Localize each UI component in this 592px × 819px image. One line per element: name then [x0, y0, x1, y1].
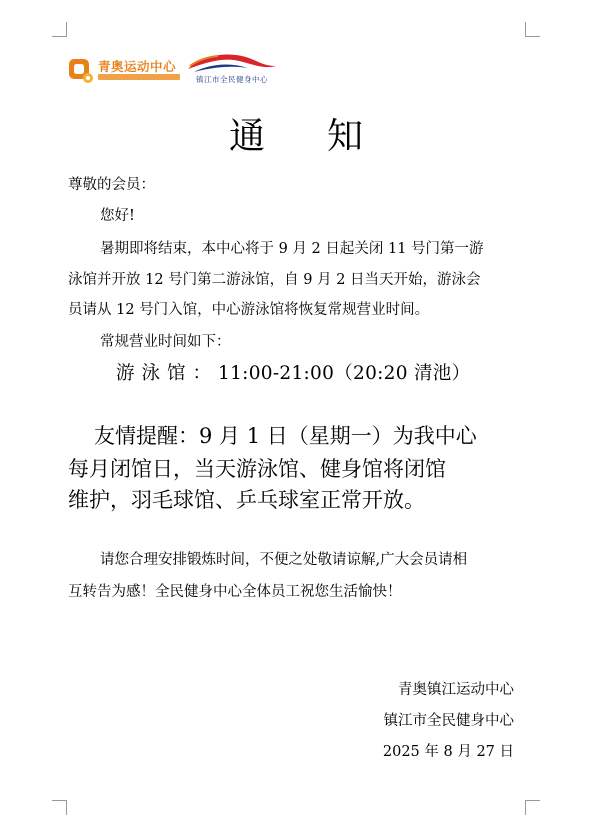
body-line: 泳馆并开放 12 号门第二游泳馆，自 9 月 2 日当天开始，游泳会 — [68, 272, 481, 288]
reminder-line: 维护，羽毛球馆、乒乓球室正常开放。 — [68, 488, 425, 512]
greeting: 您好! — [100, 208, 135, 224]
closing-line: 互转告为感！全民健身中心全体员工祝您生活愉快！ — [68, 584, 402, 600]
hours-time: 11:00-21:00（20:20 清池） — [218, 363, 471, 384]
page-corner-mark-top-right — [525, 22, 540, 37]
page-corner-mark-bottom-right — [525, 800, 540, 815]
fitness-center-emblem-icon — [184, 52, 280, 74]
salutation: 尊敬的会员： — [68, 177, 155, 193]
qingao-logo-icon — [68, 58, 94, 84]
qingao-sports-center-logo — [68, 56, 180, 86]
notice-title: 通知 — [228, 116, 425, 157]
signature-date: 2025 年 8 月 27 日 — [382, 744, 514, 760]
qingao-logo-name: 青奥运动中心 — [98, 59, 177, 74]
closing-line: 请您合理安排锻炼时间，不便之处敬请谅解,广大会员请相 — [100, 552, 468, 568]
hours-venue: 游泳馆： — [116, 363, 219, 384]
signature-org-fitness-center: 镇江市全民健身中心 — [383, 713, 514, 729]
hours-label: 常规营业时间如下： — [100, 334, 231, 350]
reminder-line: 友情提醒：9 月 1 日（星期一）为我中心 — [94, 424, 477, 448]
body-line: 暑期即将结束，本中心将于 9 月 2 日起关闭 11 号门第一游 — [100, 241, 484, 257]
page-corner-mark-top-left — [52, 22, 67, 37]
reminder-line: 每月闭馆日，当天游泳馆、健身馆将闭馆 — [68, 457, 446, 481]
qingao-logo-subtitle-band — [98, 74, 180, 80]
signature-org-qingao: 青奥镇江运动中心 — [398, 682, 514, 698]
swimming-hours — [116, 359, 470, 385]
page-corner-mark-bottom-left — [52, 800, 67, 815]
fitness-center-logo-caption: 镇江市全民健身中心 — [196, 75, 268, 84]
body-line: 员请从 12 号门入馆，中心游泳馆将恢复常规营业时间。 — [68, 302, 430, 318]
zhenjiang-fitness-center-logo — [184, 52, 280, 86]
